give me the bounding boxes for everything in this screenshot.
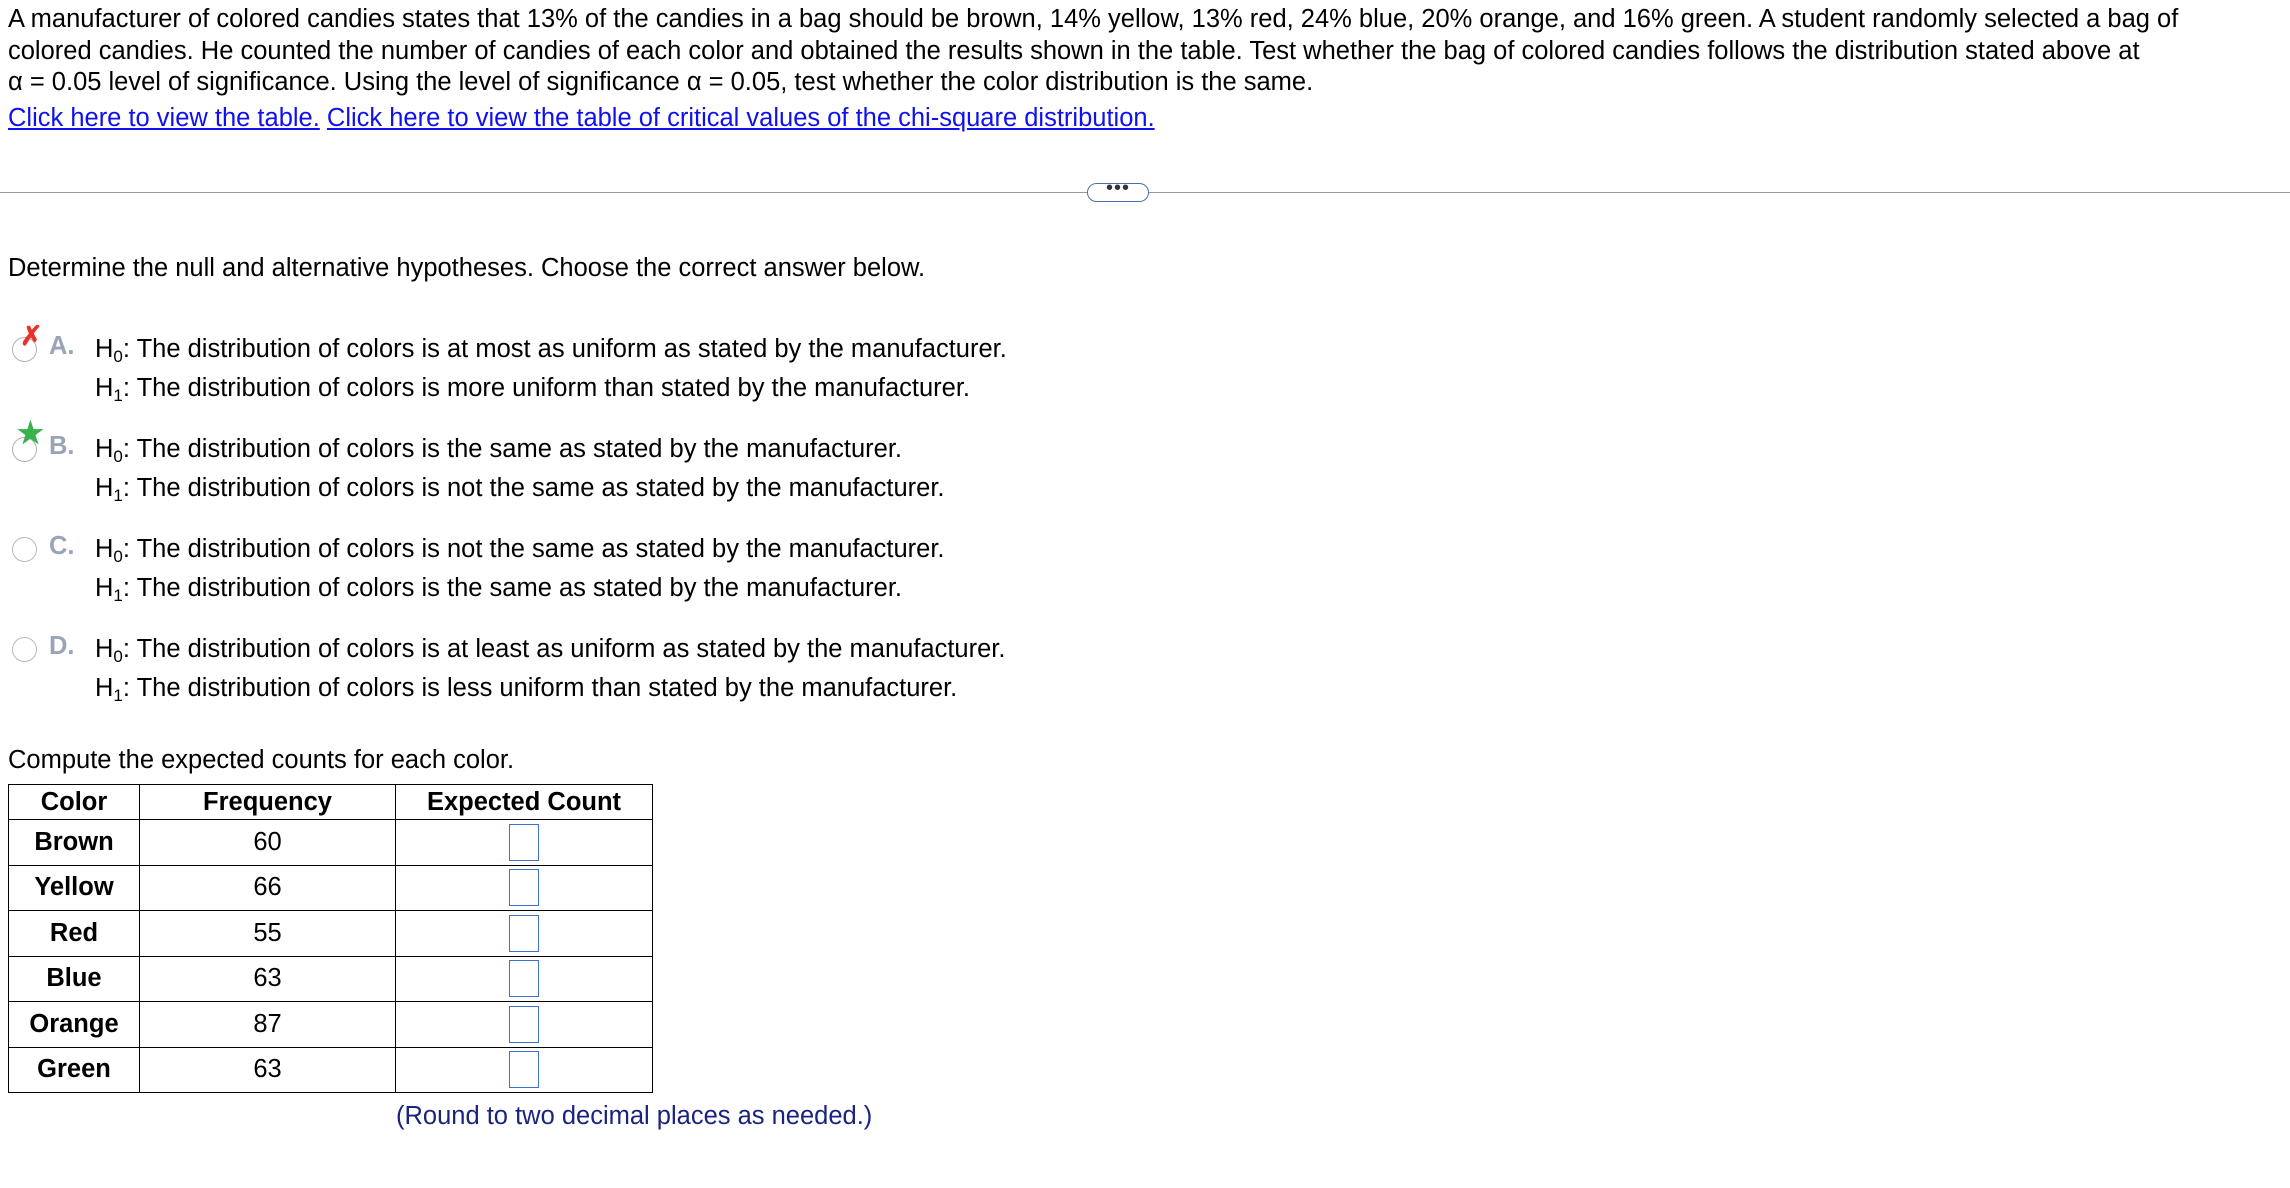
expected-count-input-red[interactable]	[509, 915, 539, 952]
option-d[interactable]	[0, 627, 1100, 707]
row-color: Yellow	[9, 865, 140, 911]
option-d-h0: $H_0$: The distribution of colors is at least as uniform as stated by the manufacturer.	[95, 635, 1006, 666]
header-frequency: Frequency	[140, 785, 396, 820]
expected-count-input-yellow[interactable]	[509, 869, 539, 906]
option-c-h1: $H_1$: The distribution of colors is the same as stated by the manufacturer.	[95, 574, 902, 605]
row-frequency: 63	[140, 956, 396, 1002]
table-row	[9, 911, 653, 957]
incorrect-x-icon: ✗	[20, 321, 43, 351]
row-expected-cell	[396, 865, 653, 911]
option-d-hypotheses	[95, 630, 1005, 708]
expected-counts-table	[8, 784, 653, 1093]
row-color: Green	[9, 1047, 140, 1093]
table-header-row	[9, 785, 653, 820]
option-d-radio[interactable]	[12, 637, 37, 662]
option-c-hypotheses	[95, 530, 945, 608]
row-expected-cell	[396, 1047, 653, 1093]
expand-more-button[interactable]: •••	[1087, 183, 1149, 202]
row-color: Brown	[9, 820, 140, 866]
row-frequency: 63	[140, 1047, 396, 1093]
option-a-h0: $H_0$: The distribution of colors is at most as uniform as stated by the manufacturer.	[95, 335, 1007, 366]
table-row	[9, 1002, 653, 1048]
row-color: Blue	[9, 956, 140, 1002]
row-color: Red	[9, 911, 140, 957]
option-c-letter: C.	[49, 532, 75, 560]
question-stem-line-2: colored candies. He counted the number of candies of each color and obtained the results shown in the table. Test whether the bag of colored candies follows the distribution stated above at	[8, 36, 2140, 65]
option-a[interactable]	[0, 321, 1100, 407]
option-a-h1: $H_1$: The distribution of colors is more uniform than stated by the manufacturer.	[95, 374, 971, 405]
view-table-link[interactable]: Click here to view the table.	[8, 104, 320, 132]
table-row	[9, 956, 653, 1002]
rounding-note: (Round to two decimal places as needed.)	[396, 1102, 873, 1130]
option-c-h0: $H_0$: The distribution of colors is not the same as stated by the manufacturer.	[95, 535, 945, 566]
row-frequency: 55	[140, 911, 396, 957]
option-b[interactable]	[0, 417, 1100, 507]
expected-count-input-green[interactable]	[509, 1051, 539, 1088]
row-expected-cell	[396, 1002, 653, 1048]
question-stem	[8, 4, 2268, 99]
row-frequency: 87	[140, 1002, 396, 1048]
hypotheses-prompt: Determine the null and alternative hypotheses. Choose the correct answer below.	[8, 254, 926, 282]
option-d-h1: $H_1$: The distribution of colors is less uniform than stated by the manufacturer.	[95, 674, 958, 705]
option-b-h0: $H_0$: The distribution of colors is the same as stated by the manufacturer.	[95, 435, 902, 466]
option-c[interactable]	[0, 527, 1100, 607]
option-d-letter: D.	[49, 632, 75, 660]
expected-counts-prompt: Compute the expected counts for each color.	[8, 746, 515, 774]
option-c-radio[interactable]	[12, 537, 37, 562]
row-expected-cell	[396, 911, 653, 957]
row-expected-cell	[396, 956, 653, 1002]
expected-count-input-blue[interactable]	[509, 960, 539, 997]
row-frequency: 60	[140, 820, 396, 866]
row-color: Orange	[9, 1002, 140, 1048]
question-stem-line-1: A manufacturer of colored candies states that 13% of the candies in a bag should be brown, 14% yellow, 13% red, 24% blue, 20% orange, and 16% green. A student randomly selected a bag of	[8, 5, 2179, 33]
option-a-hypotheses	[95, 330, 1007, 408]
question-stem-line-3: α = 0.05 level of significance. Using the level of significance α = 0.05, test whether the color distribution is the same.	[8, 68, 1314, 96]
option-b-h1: $H_1$: The distribution of colors is not the same as stated by the manufacturer.	[95, 474, 945, 505]
row-expected-cell	[396, 820, 653, 866]
expected-count-input-brown[interactable]	[509, 824, 539, 861]
option-b-letter: B.	[49, 432, 75, 460]
correct-star-icon: ★	[17, 417, 44, 450]
row-frequency: 66	[140, 865, 396, 911]
view-critical-values-link[interactable]: Click here to view the table of critical values of the chi-square distribution.	[326, 104, 1155, 132]
table-row	[9, 1047, 653, 1093]
expected-count-input-orange[interactable]	[509, 1006, 539, 1043]
option-a-letter: A.	[49, 332, 75, 360]
resource-links	[8, 102, 1155, 134]
option-b-hypotheses	[95, 430, 945, 508]
header-expected-count: Expected Count	[396, 785, 653, 820]
header-color: Color	[9, 785, 140, 820]
table-row	[9, 865, 653, 911]
table-row	[9, 820, 653, 866]
